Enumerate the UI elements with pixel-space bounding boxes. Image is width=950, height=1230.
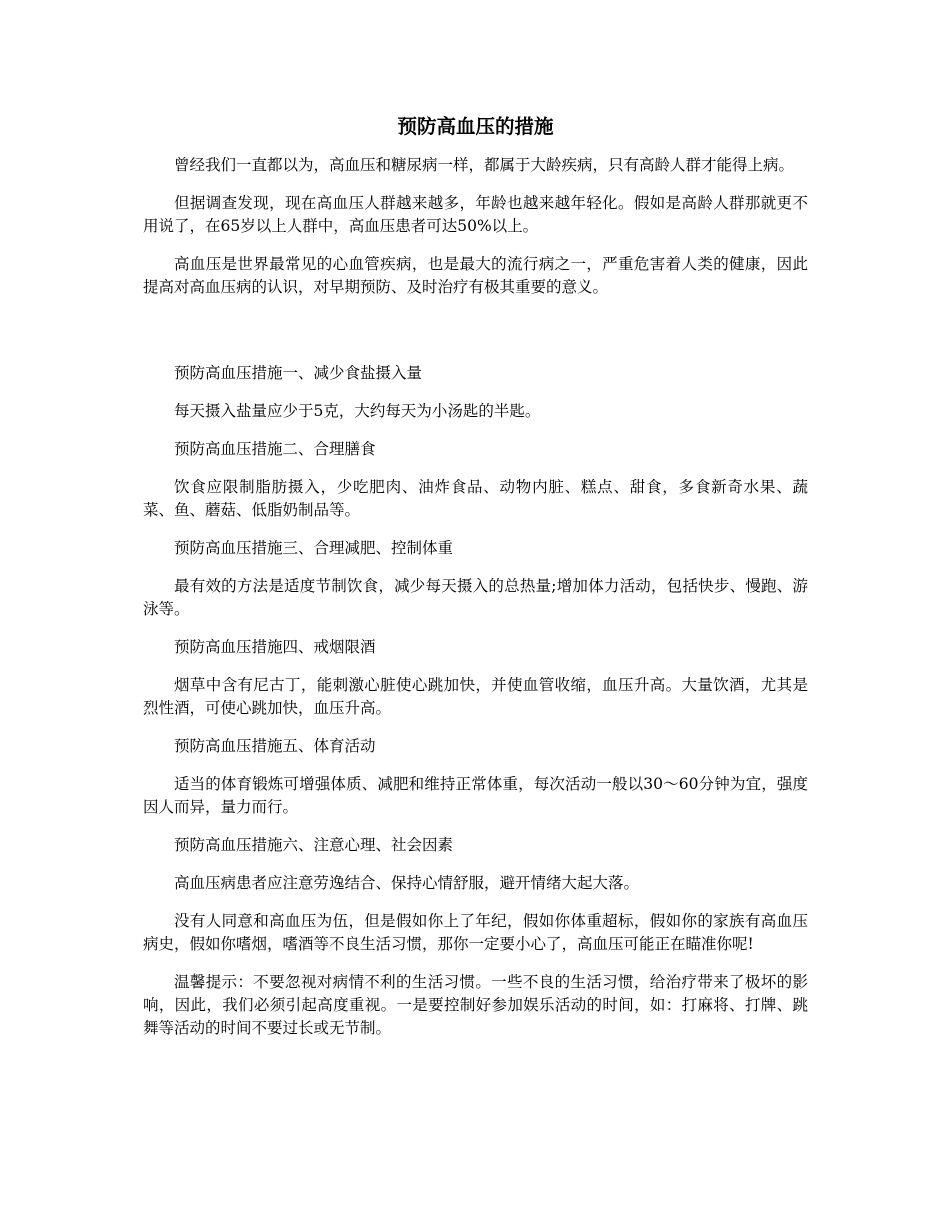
closing-paragraph-2: 温馨提示：不要忽视对病情不利的生活习惯。一些不良的生活习惯，给治疗带来了极坏的影响，因此，我们必须引起高度重视。一是要控制好参加娱乐活动的时间，如：打麻将、打牌、跳舞等活动的时间不要过长或无节制。 xyxy=(143,973,808,1037)
section-body-3: 最有效的方法是适度节制饮食，减少每天摄入的总热量;增加体力活动，包括快步、慢跑、游泳等。 xyxy=(143,577,808,618)
section-body-5: 适当的体育锻炼可增强体质、减肥和维持正常体重，每次活动一般以30～60分钟为宜，强度因人而异，量力而行。 xyxy=(143,775,808,816)
section-heading-1: 预防高血压措施一、减少食盐摄入量 xyxy=(174,364,423,382)
section-body-1: 每天摄入盐量应少于5克，大约每天为小汤匙的半匙。 xyxy=(174,402,541,420)
intro-paragraph-3: 高血压是世界最常见的心血管疾病，也是最大的流行病之一，严重危害着人类的健康，因此提高对高血压病的认识，对早期预防、及时治疗有极其重要的意义。 xyxy=(143,255,808,296)
document-content xyxy=(143,113,808,1055)
section-body-4: 烟草中含有尼古丁，能刺激心脏使心跳加快，并使血管收缩，血压升高。大量饮酒，尤其是烈性酒，可使心跳加快，血压升高。 xyxy=(143,676,808,717)
section-spacer xyxy=(143,314,808,362)
section-body-6: 高血压病患者应注意劳逸结合、保持心情舒服，避开情绪大起大落。 xyxy=(174,874,640,892)
section-heading-4: 预防高血压措施四、戒烟限酒 xyxy=(174,638,376,656)
document-title: 预防高血压的措施 xyxy=(397,115,554,138)
section-heading-5: 预防高血压措施五、体育活动 xyxy=(174,737,376,755)
section-heading-3: 预防高血压措施三、合理减肥、控制体重 xyxy=(174,539,454,557)
closing-paragraph-1: 没有人同意和高血压为伍，但是假如你上了年纪，假如你体重超标，假如你的家族有高血压病史，假如你嗜烟，嗜酒等不良生活习惯，那你一定要小心了，高血压可能正在瞄准你呢! xyxy=(143,912,808,953)
section-heading-2: 预防高血压措施二、合理膳食 xyxy=(174,440,376,458)
intro-paragraph-1: 曾经我们一直都以为，高血压和糖尿病一样，都属于大龄疾病，只有高龄人群才能得上病。 xyxy=(174,156,795,174)
section-heading-6: 预防高血压措施六、注意心理、社会因素 xyxy=(174,836,454,854)
section-body-2: 饮食应限制脂肪摄入，少吃肥肉、油炸食品、动物内脏、糕点、甜食，多食新奇水果、蔬菜、鱼、蘑菇、低脂奶制品等。 xyxy=(143,478,808,519)
intro-paragraph-2: 但据调查发现，现在高血压人群越来越多，年龄也越来越年轻化。假如是高龄人群那就更不用说了，在65岁以上人群中，高血压患者可达50%以上。 xyxy=(143,194,808,235)
